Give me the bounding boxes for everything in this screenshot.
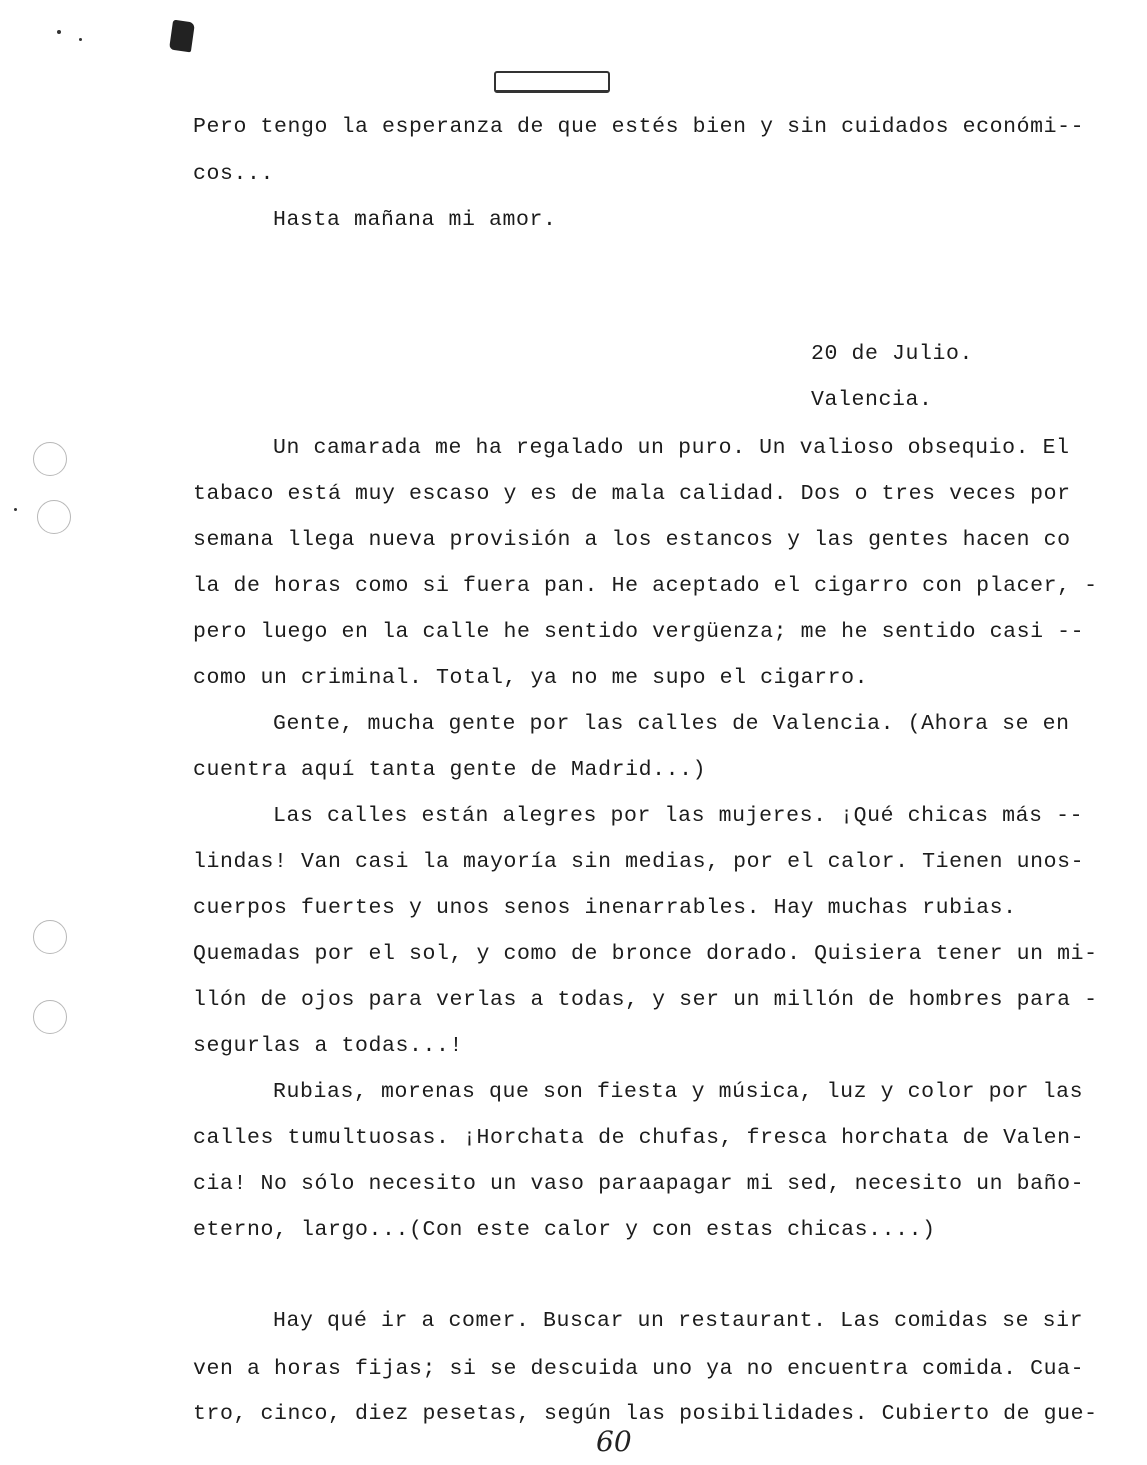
text-line: tro, cinco, diez pesetas, según las posibilidades. Cubierto de gue- bbox=[193, 1402, 1098, 1426]
text-line: cia! No sólo necesito un vaso paraapagar mi sed, necesito un baño- bbox=[193, 1172, 1085, 1196]
letter-place: Valencia. bbox=[811, 388, 933, 412]
text-line: calles tumultuosas. ¡Horchata de chufas, fresca horchata de Valen- bbox=[193, 1126, 1085, 1150]
text-line: cos... bbox=[193, 162, 275, 186]
text-line: Rubias, morenas que son fiesta y música, luz y color por las bbox=[273, 1080, 1084, 1104]
ink-blot-mark bbox=[169, 20, 195, 53]
text-line: eterno, largo...(Con este calor y con estas chicas....) bbox=[193, 1218, 936, 1242]
punch-hole bbox=[37, 500, 71, 534]
struck-out-box bbox=[494, 71, 610, 93]
text-line: semana llega nueva provisión a los estancos y las gentes hacen co bbox=[193, 528, 1071, 552]
text-line: ven a horas fijas; si se descuida uno ya no encuentra comida. Cua- bbox=[193, 1357, 1085, 1381]
punch-hole bbox=[33, 442, 67, 476]
text-line: lindas! Van casi la mayoría sin medias, por el calor. Tienen unos- bbox=[193, 850, 1085, 874]
punch-hole bbox=[33, 1000, 67, 1034]
text-line: pero luego en la calle he sentido vergüenza; me he sentido casi -- bbox=[193, 620, 1085, 644]
paper-speck bbox=[14, 508, 17, 511]
text-line: como un criminal. Total, ya no me supo el cigarro. bbox=[193, 666, 869, 690]
text-line: cuentra aquí tanta gente de Madrid...) bbox=[193, 758, 707, 782]
text-line: tabaco está muy escaso y es de mala calidad. Dos o tres veces por bbox=[193, 482, 1071, 506]
text-line: Pero tengo la esperanza de que estés bien y sin cuidados económi-- bbox=[193, 115, 1085, 139]
page-number: 60 bbox=[596, 1425, 632, 1458]
paper-speck bbox=[57, 30, 61, 34]
text-line: llón de ojos para verlas a todas, y ser un millón de hombres para - bbox=[193, 988, 1098, 1012]
text-line: Las calles están alegres por las mujeres. ¡Qué chicas más -- bbox=[273, 804, 1084, 828]
letter-date: 20 de Julio. bbox=[811, 342, 974, 366]
text-line: Gente, mucha gente por las calles de Valencia. (Ahora se en bbox=[273, 712, 1070, 736]
punch-hole bbox=[33, 920, 67, 954]
text-line: Hay qué ir a comer. Buscar un restaurant. Las comidas se sir bbox=[273, 1309, 1084, 1333]
paper-speck bbox=[79, 38, 82, 41]
text-line: Un camarada me ha regalado un puro. Un valioso obsequio. El bbox=[273, 436, 1070, 460]
text-line: cuerpos fuertes y unos senos inenarrables. Hay muchas rubias. bbox=[193, 896, 1017, 920]
text-line: Quemadas por el sol, y como de bronce dorado. Quisiera tener un mi- bbox=[193, 942, 1098, 966]
text-line: la de horas como si fuera pan. He aceptado el cigarro con placer, - bbox=[193, 574, 1098, 598]
text-line: Hasta mañana mi amor. bbox=[273, 208, 557, 232]
text-line: segurlas a todas...! bbox=[193, 1034, 464, 1058]
